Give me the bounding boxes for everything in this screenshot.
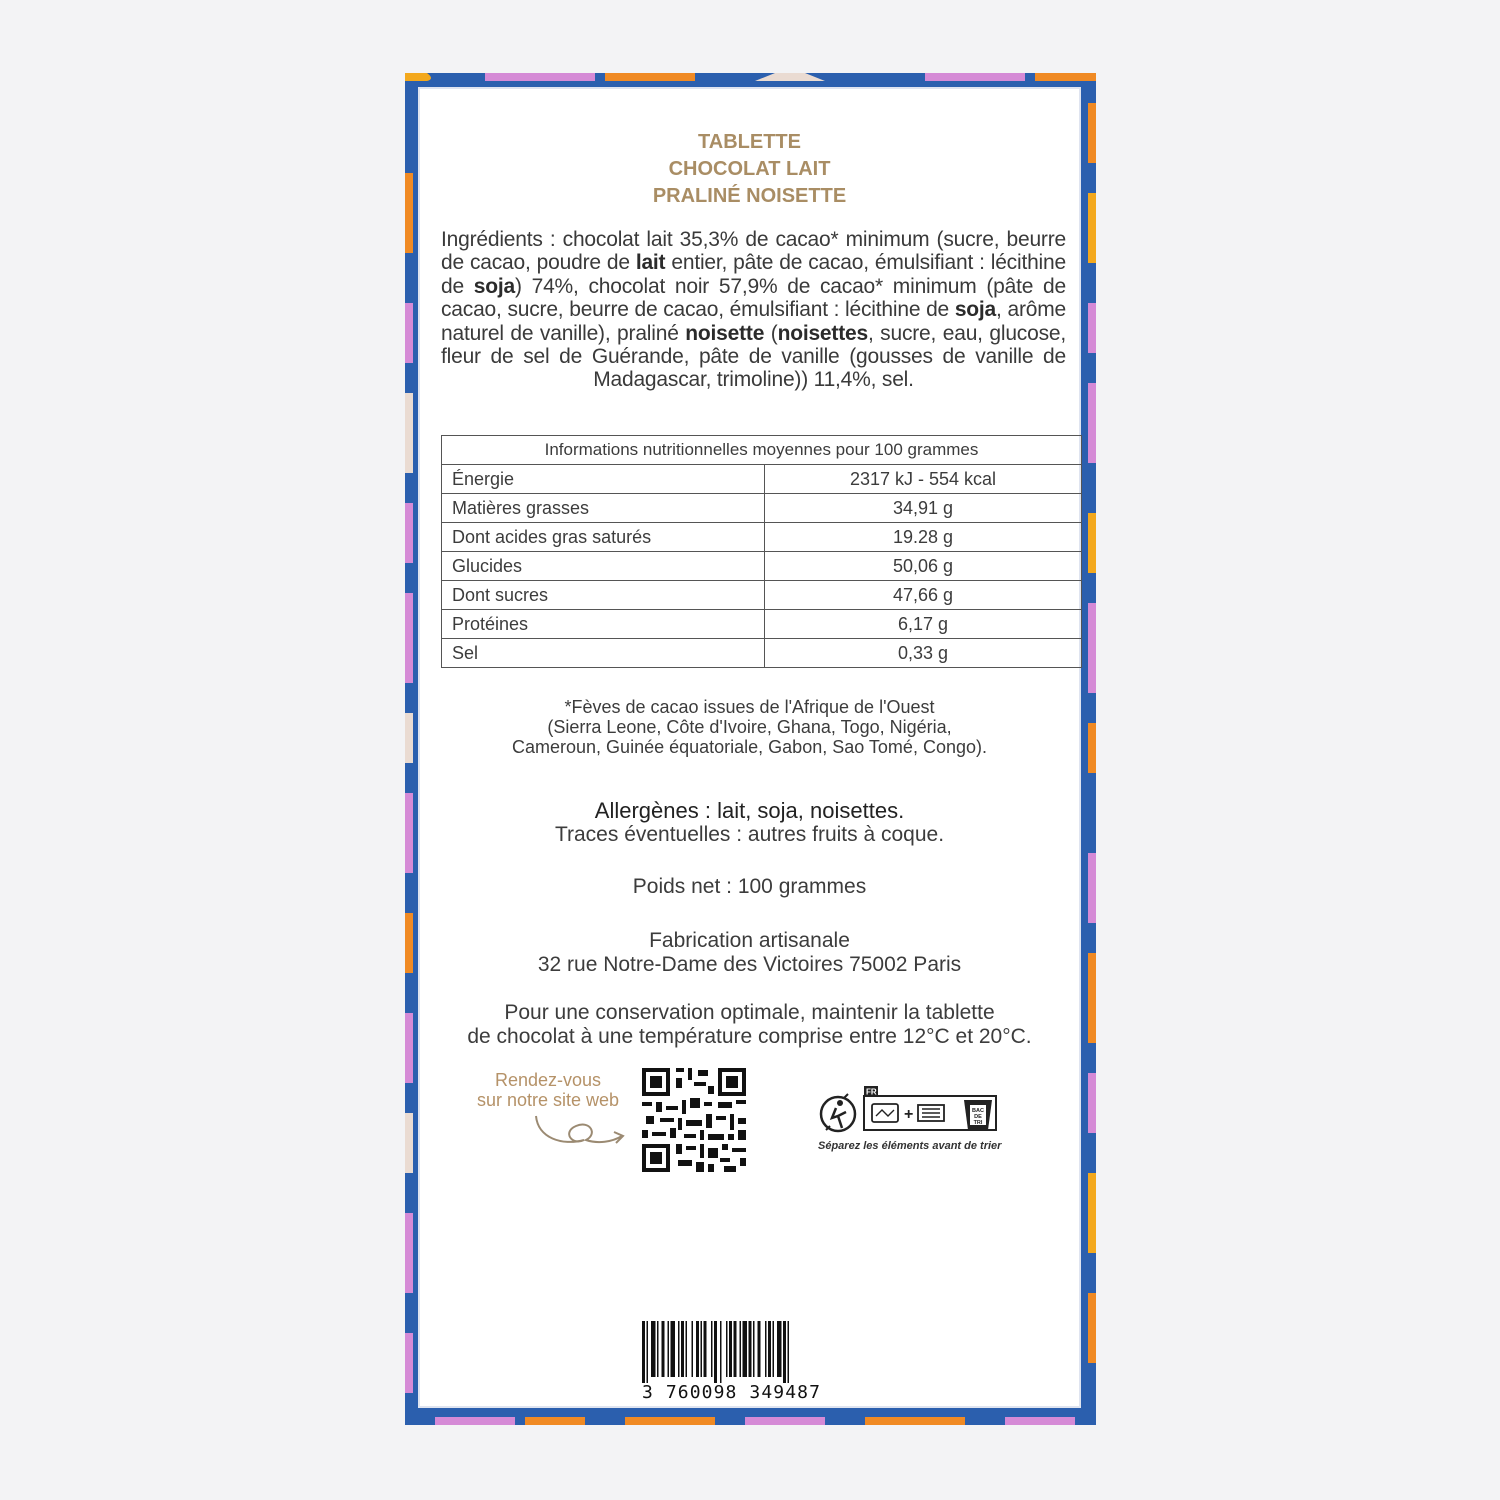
barcode-number: 3 760098 349487	[642, 1382, 822, 1403]
barcode-bar	[740, 1321, 742, 1377]
ean-barcode	[642, 1321, 836, 1383]
barcode-bar	[657, 1321, 659, 1377]
nutrient-label: Sel	[442, 639, 765, 668]
barcode-bar	[783, 1321, 786, 1383]
storage-instructions: Pour une conservation optimale, maintenir la tablette de chocolat à une température comprise entre 12°C et 20°C.	[467, 1001, 1032, 1048]
product-label	[405, 73, 1096, 1425]
barcode-bar	[743, 1321, 748, 1377]
nutrient-value: 50,06 g	[765, 552, 1082, 581]
table-row	[442, 523, 1082, 552]
svg-text:+: +	[904, 1106, 914, 1123]
triman-icon	[818, 1086, 1004, 1138]
nutrition-table	[441, 435, 1082, 668]
svg-text:DE: DE	[974, 1114, 982, 1120]
nutrient-label: Dont sucres	[442, 581, 765, 610]
table-row	[442, 465, 1082, 494]
traces-line: Traces éventuelles : autres fruits à coque.	[554, 823, 945, 846]
table-row	[442, 552, 1082, 581]
barcode-bar	[729, 1321, 732, 1377]
allergens-line: Allergènes : lait, soja, noisettes.	[594, 798, 905, 823]
product-title	[420, 129, 1079, 210]
allergen-noisettes: noisettes	[777, 321, 868, 345]
barcode-bar	[686, 1321, 688, 1377]
barcode-bar	[758, 1321, 761, 1377]
barcode-bar	[773, 1321, 775, 1377]
nutrient-value: 47,66 g	[765, 581, 1082, 610]
barcode-bar	[681, 1321, 684, 1377]
barcode-bar	[714, 1321, 717, 1383]
barcode-bar	[647, 1321, 649, 1383]
nutrient-label: Matières grasses	[442, 494, 765, 523]
allergen-soja: soja	[473, 274, 515, 298]
table-row	[442, 494, 1082, 523]
title-line-2: CHOCOLAT LAIT	[668, 158, 831, 180]
nutrient-label: Énergie	[442, 465, 765, 494]
triman-recycling-info	[818, 1086, 1004, 1152]
table-row	[442, 610, 1082, 639]
nutrient-label: Protéines	[442, 610, 765, 639]
title-line-1: TABLETTE	[698, 131, 801, 153]
allergen-lait: lait	[635, 251, 666, 275]
fabrication-address: Fabrication artisanale 32 rue Notre-Dame des Victoires 75002 Paris	[537, 929, 962, 976]
barcode-bar	[753, 1321, 755, 1377]
nutrient-value: 19.28 g	[765, 523, 1082, 552]
barcode-bar	[662, 1321, 665, 1377]
svg-text:BAC: BAC	[972, 1108, 984, 1114]
barcode-bar	[777, 1321, 782, 1377]
barcode-bar	[726, 1321, 728, 1377]
barcode-bar	[696, 1321, 699, 1377]
nutrient-value: 6,17 g	[765, 610, 1082, 639]
label-card	[418, 87, 1081, 1408]
net-weight: Poids net : 100 grammes	[632, 875, 867, 898]
barcode-bar	[701, 1321, 703, 1377]
barcode-bar	[678, 1321, 680, 1377]
barcode-bar	[692, 1321, 694, 1377]
ingredients-text: Ingrédients : chocolat lait 35,3% de cacao* minimum (sucre, beurre de cacao, poudre de lait entier, pâte de cacao, émulsifiant : lécithine de soja) 74%, chocolat noir 57,9% de cacao* minimum (pâte de cacao, sucre, beurre de cacao, émulsifiant : lécithine de soja, arôme naturel de vanille), praliné noisette (noisettes, sucre, eau, glucose, fleur de sel de Guérande, pâte de vanille (gousses de vanille de Madagascar, trimoline)) 11,4%, sel.	[441, 228, 1066, 392]
curly-arrow-icon	[532, 1112, 628, 1152]
barcode-bar	[720, 1321, 722, 1383]
nutrient-label: Dont acides gras saturés	[442, 523, 765, 552]
nutrient-value: 2317 kJ - 554 kcal	[765, 465, 1082, 494]
barcode-bar	[668, 1321, 670, 1377]
barcode-bar	[788, 1321, 790, 1383]
cocoa-origin-note: *Fèves de cacao issues de l'Afrique de l'Ouest (Sierra Leone, Côte d'Ivoire, Ghana, Togo, Nigéria, Cameroun, Guinée équatoriale, Gabon, Sao Tomé, Congo).	[512, 697, 987, 757]
barcode-bar	[711, 1321, 713, 1377]
barcode-bar	[768, 1321, 771, 1377]
allergen-noisette: noisette	[685, 321, 765, 345]
qr-code[interactable]	[642, 1068, 746, 1172]
barcode-bar	[642, 1321, 645, 1383]
nutrition-header: Informations nutritionnelles moyennes pour 100 grammes	[442, 436, 1082, 465]
website-prompt: Rendez-vous sur notre site web	[476, 1070, 620, 1110]
table-row	[442, 639, 1082, 668]
recycling-caption: Séparez les éléments avant de trier	[818, 1140, 1002, 1152]
nutrient-value: 0,33 g	[765, 639, 1082, 668]
table-row	[442, 581, 1082, 610]
barcode-bar	[651, 1321, 656, 1377]
svg-text:FR: FR	[866, 1087, 877, 1097]
barcode-bar	[749, 1321, 752, 1377]
barcode-bar	[734, 1321, 737, 1377]
barcode-bar	[765, 1321, 767, 1377]
allergen-soja: soja	[954, 298, 997, 322]
barcode-bar	[671, 1321, 676, 1377]
barcode-bar	[704, 1321, 707, 1377]
nutrient-value: 34,91 g	[765, 494, 1082, 523]
title-line-3: PRALINÉ NOISETTE	[652, 185, 847, 207]
svg-text:TRI: TRI	[973, 1120, 983, 1126]
nutrient-label: Glucides	[442, 552, 765, 581]
